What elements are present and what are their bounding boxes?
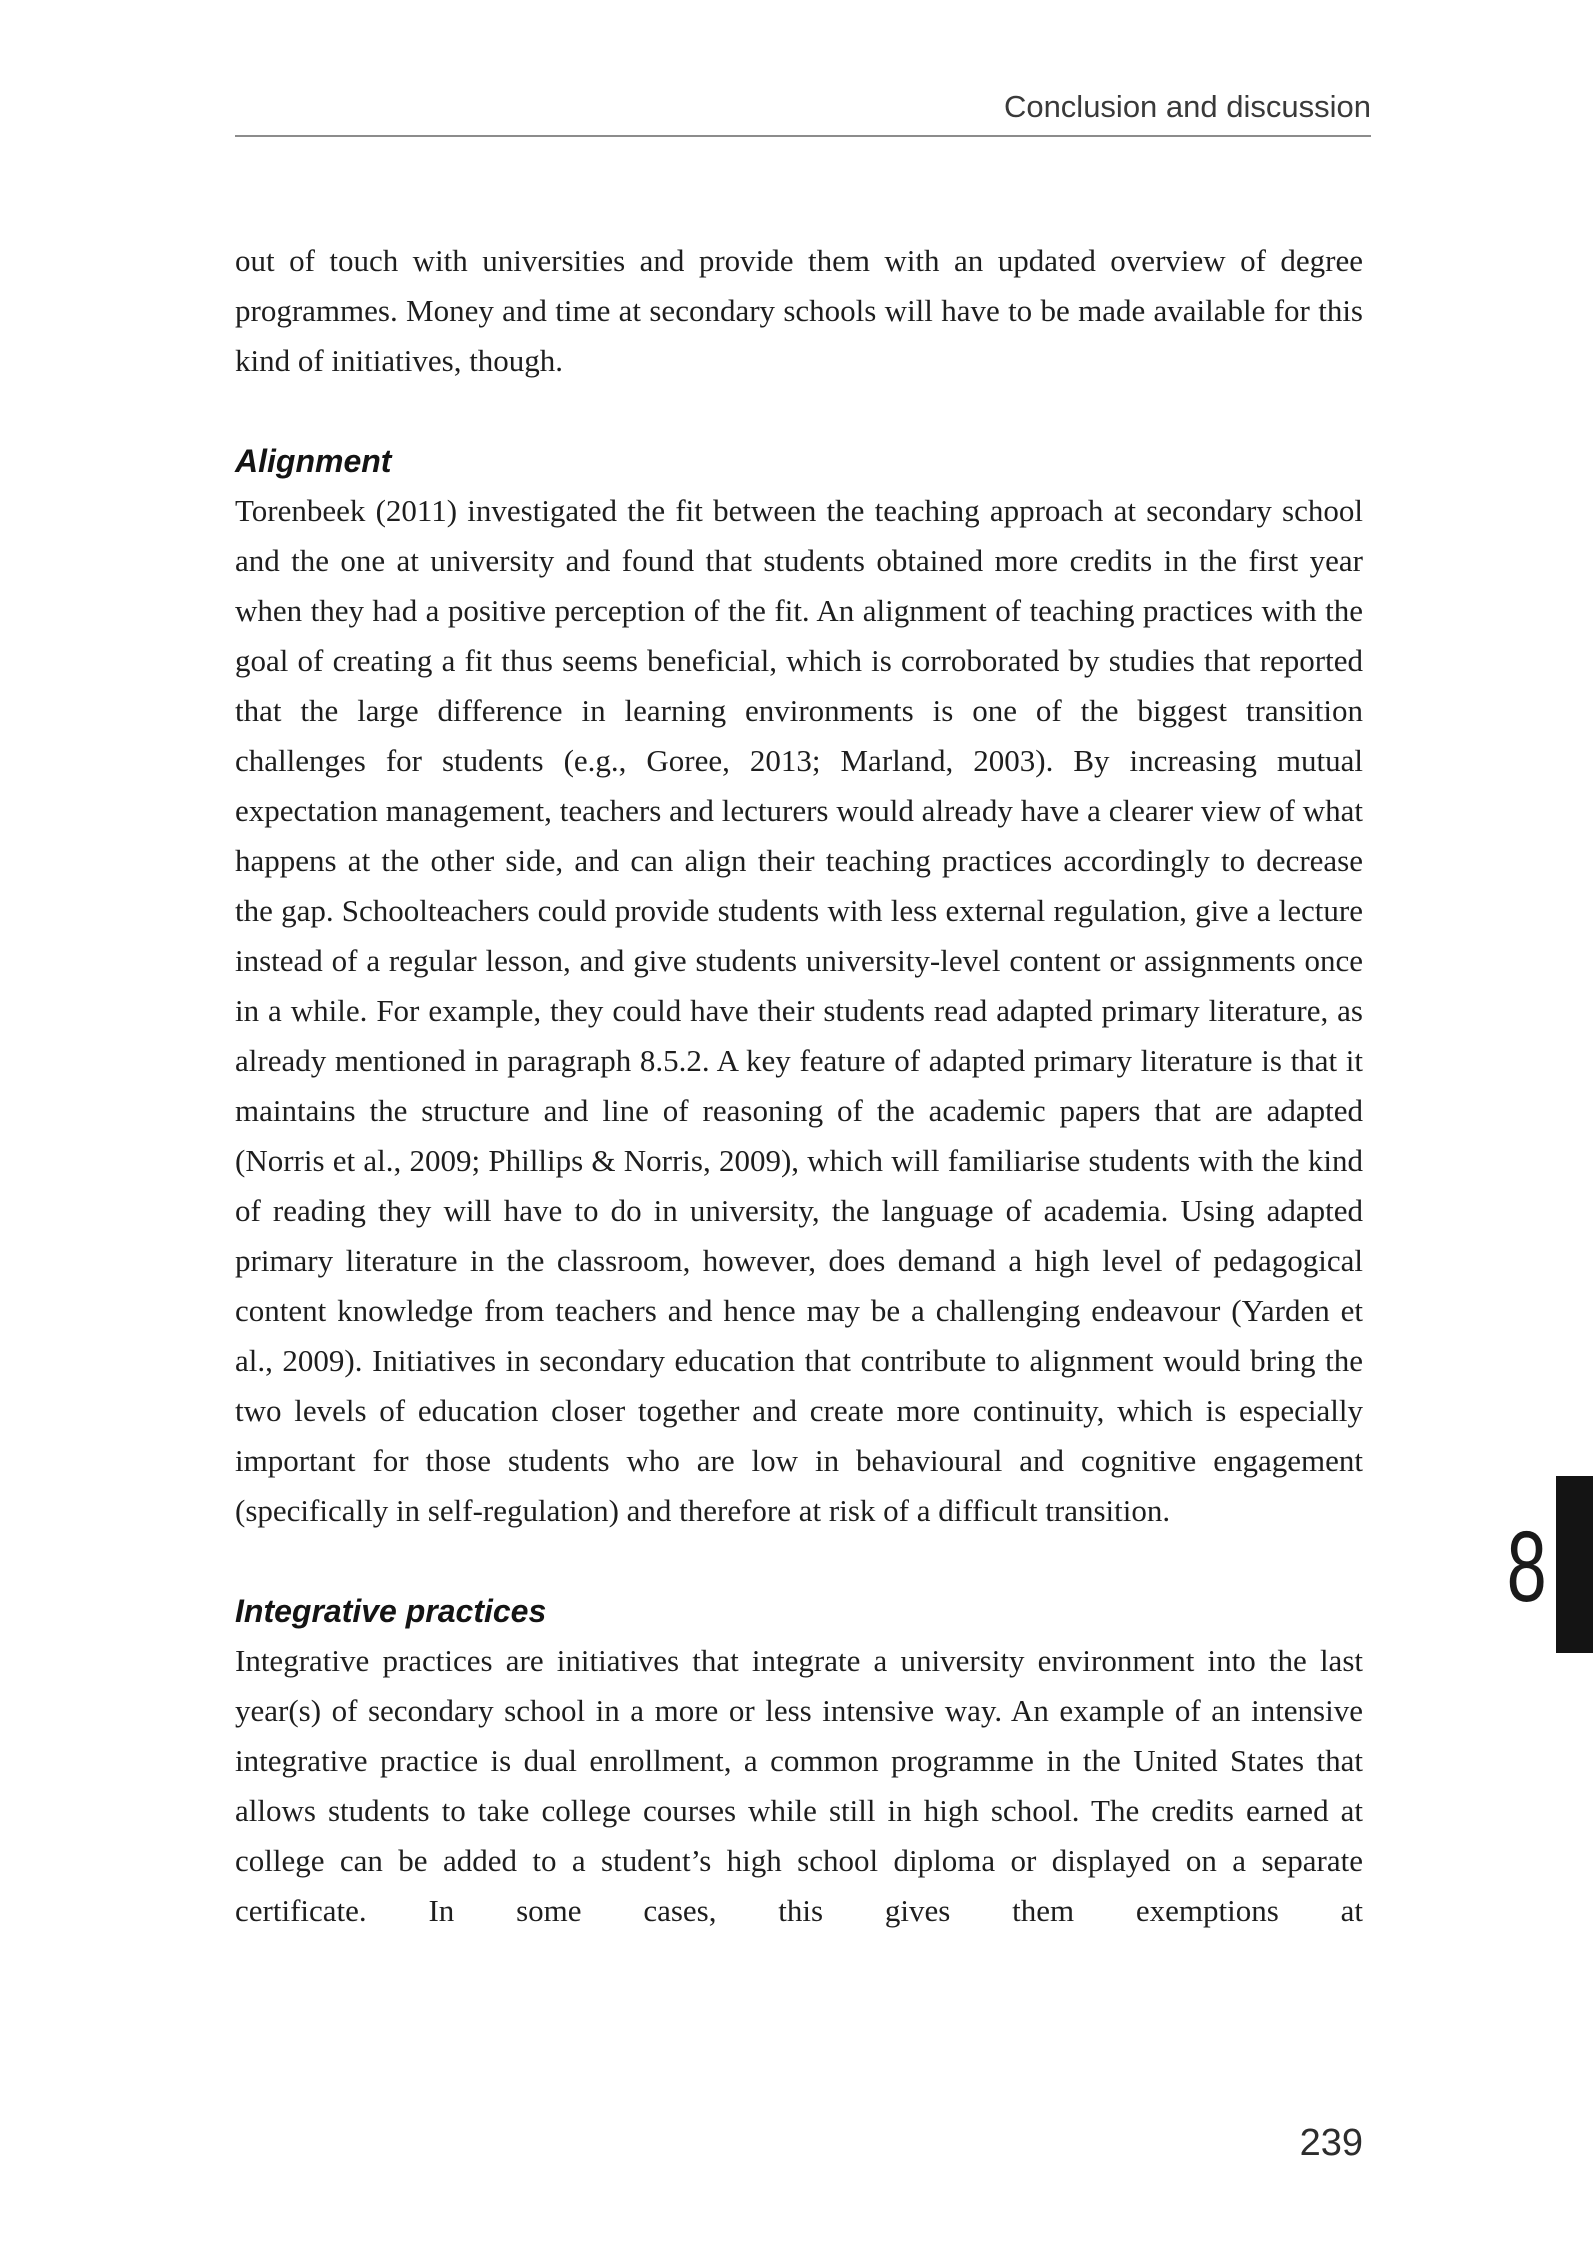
paragraph-integrative-practices: Integrative practices are initiatives that integrate a university environment into the last year(s) of secondary school in a more or less intensive way. An example of an intensive integrative practice is dual enrollment, a common programme in the United States that allows students to take college courses while still in high school. The credits earned at college can be added to a student’s high school diploma or displayed on a separate certificate. In some cases, this gives them exemptions at xyxy=(235,1643,1363,1928)
paragraph-alignment: Torenbeek (2011) investigated the fit between the teaching approach at secondary school and the one at university and found that students obtained more credits in the first year when they had a positive perception of the fit. An alignment of teaching practices with the goal of creating a fit thus seems beneficial, which is corroborated by studies that reported that the large difference in learning environments is one of the biggest transition challenges for students (e.g., Goree, 2013; Marland, 2003). By increasing mutual expectation management, teachers and lecturers would already have a clearer view of what happens at the other side, and can align their teaching practices accordingly to decrease the gap. Schoolteachers could provide students with less external regulation, give a lecture instead of a regular lesson, and give students university-level content or assignments once in a while. For example, they could have their students read adapted primary literature, as already mentioned in paragraph 8.5.2. A key feature of adapted primary literature is that it maintains the structure and line of reasoning of the academic papers that are adapted (Norris et al., 2009; Phillips & Norris, 2009), which will familiarise students with the kind of reading they will have to do in university, the language of academia. Using adapted primary literature in the classroom, however, does demand a high level of pedagogical content knowledge from teachers and hence may be a challenging endeavour (Yarden et al., 2009). Initiatives in secondary education that contribute to alignment would bring the two levels of education closer together and create more continuity, which is especially important for those students who are low in behavioural and cognitive engagement (specifically in self-regulation) and therefore at risk of a difficult transition. xyxy=(235,493,1363,1528)
chapter-number: 8 xyxy=(1506,1511,1547,1623)
paragraph-continuation: out of touch with universities and provide them with an updated overview of degree programmes. Money and time at secondary schools will have to be made available for this kind of initiatives, though. xyxy=(235,243,1363,378)
page-number: 239 xyxy=(1299,2122,1363,2164)
page-body xyxy=(235,236,1363,1936)
chapter-tab xyxy=(1556,1476,1593,1653)
header-divider xyxy=(235,135,1371,137)
section-heading-alignment: Alignment xyxy=(235,443,392,479)
running-header: Conclusion and discussion xyxy=(1003,89,1371,124)
section-heading-integrative-practices: Integrative practices xyxy=(235,1593,547,1629)
